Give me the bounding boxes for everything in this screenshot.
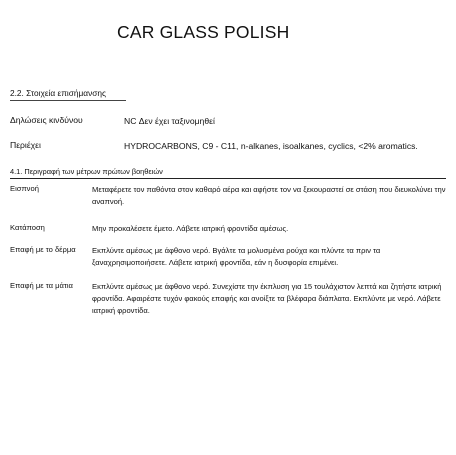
row-value: NC Δεν έχει ταξινομηθεί <box>124 116 215 126</box>
hazard-statements-row <box>10 115 446 127</box>
section-underline-2-2 <box>10 100 126 101</box>
row-label: Δηλώσεις κινδύνου <box>10 115 83 125</box>
first-aid-row-skin-contact <box>10 245 446 269</box>
first-aid-row-eye-contact <box>10 281 446 317</box>
row-value: Εκπλύντε αμέσως με άφθονο νερό. Συνεχίστε την έκπλυση για 15 τουλάχιστον λεπτά και ζητήστε ιατρική φροντίδα. Αφαιρέστε τυχόν φακούς επαφής και ανοίξτε τα βλέφαρα διάπλατα. Εκπλύντε με νερό. Λάβετε ιατρική φροντίδα. <box>92 282 442 315</box>
row-label: Εισπνοή <box>10 184 39 193</box>
row-label: Επαφή με το δέρμα <box>10 245 76 254</box>
row-value: Μην προκαλέσετε έμετο. Λάβετε ιατρική φροντίδα αμέσως. <box>92 224 289 233</box>
row-label: Περιέχει <box>10 140 41 150</box>
row-value: HYDROCARBONS, C9 - C11, n-alkanes, isoalkanes, cyclics, <2% aromatics. <box>124 141 418 151</box>
row-label: Επαφή με τα μάτια <box>10 281 73 290</box>
section-divider-4-1 <box>10 178 446 179</box>
contains-row <box>10 140 446 152</box>
first-aid-row-ingestion <box>10 223 446 235</box>
section-heading-2-2: 2.2. Στοιχεία επισήμανσης <box>10 88 106 98</box>
row-value: Μεταφέρετε τον παθόντα στον καθαρό αέρα και αφήστε τον να ξεκουραστεί σε στάση που διευκολύνει την αναπνοή. <box>92 185 446 206</box>
section-heading-4-1: 4.1. Περιγραφή των μέτρων πρώτων βοηθειών <box>10 167 163 176</box>
document-title: CAR GLASS POLISH <box>117 22 290 42</box>
row-label: Κατάποση <box>10 223 45 232</box>
row-value: Εκπλύντε αμέσως με άφθονο νερό. Βγάλτε τα μολυσμένα ρούχα και πλύντε τα πριν τα ξαναχρησιμοποιήσετε. Λάβετε ιατρική φροντίδα, εάν η δυσφορία επιμένει. <box>92 246 381 267</box>
first-aid-row-inhalation <box>10 184 446 208</box>
